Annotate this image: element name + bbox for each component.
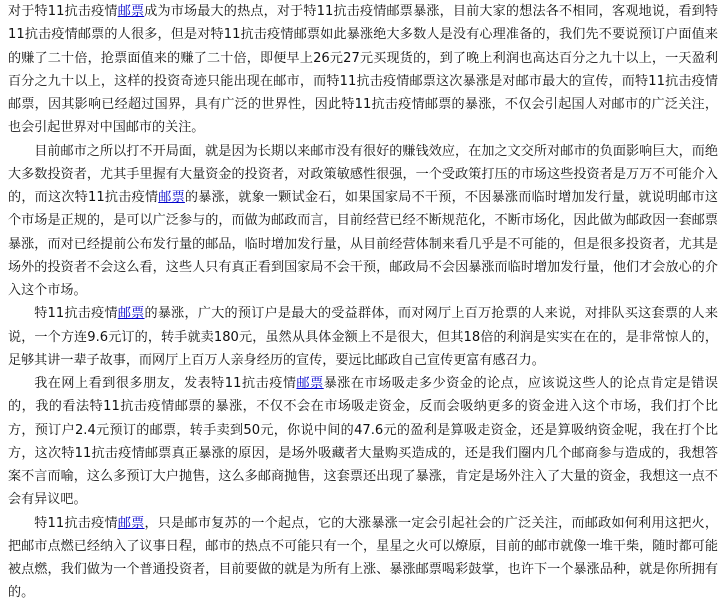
article-paragraph [8,302,718,372]
paragraph-text: 的暴涨，就象一颗试金石，如果国家局不干预，不因暴涨而临时增加发行量，就说明邮市这个市场是正规的，是可以广泛参与的，而做为邮政而言，目前经营已经不断规范化，不断市场化，因此做为邮政因一套邮票暴涨，而对已经提前公布发行量的邮品，临时增加发行量，从目前经营体制来看几乎是不可能的，但是很多投资者，尤其是场外的投资者不会这么看，这些人只有真正看到国家局不会干预，邮政局不会因暴涨而临时增加发行量，他们才会放心的介入这个市场。 [8,190,718,298]
article-paragraph [8,140,718,303]
keyword-link-stamp[interactable]: 邮票 [117,306,145,322]
paragraph-text: 我在网上看到很多朋友，发表特11抗击疫情 [34,376,297,391]
paragraph-text: 对于特11抗击疫情 [8,4,118,19]
keyword-link-stamp[interactable]: 邮票 [117,4,145,19]
keyword-link-stamp[interactable]: 邮票 [117,515,145,531]
article-paragraph [8,372,718,512]
article-paragraph [8,512,718,605]
paragraph-text: ，只是邮市复苏的一个起点，它的大涨暴涨一定会引起社会的广泛关注，而邮政如何利用这把火，把邮市点燃已经纳入了议事日程，邮市的热点不可能只有一个，星星之火可以燎原，目前的邮市就像一堆干柴，随时都可能被点燃，我们做为一个普通投资者，目前要做的就是为所有上涨、暴涨邮票喝彩鼓掌，也许下一个暴涨品种，就是你所拥有的。 [8,515,718,601]
keyword-link-stamp[interactable]: 邮票 [296,376,324,391]
paragraph-text: 目前邮市之所以打不开局面，就是因为长期以来邮市没有很好的赚钱效应，在加之文交所对邮市的负面影响巨大，而绝大多数投资者，尤其手里握有大量资金的投资者，对政策敏感性很强，一个受政策打压的市场这些投资者是万万不可能介入的，而这次特11抗击疫情 [8,143,718,205]
paragraph-text: 成为市场最大的热点，对于特11抗击疫情邮票暴涨，目前大家的想法各不相同，客观地说，看到特11抗击疫情邮票的人很多，但是对特11抗击疫情邮票如此暴涨绝大多数人是没有心理准备的，我们先不要说预订户面值来的赚了二十倍，抢票面值来的赚了二十倍，即便早上26元27元买现货的，到了晚上利润也高达百分之九十以上，一天盈利百分之九十以上，这样的投资奇迹只能出现在邮市，而特11抗击疫情邮票这次暴涨是对邮市最大的宣传，而特11抗击疫情邮票，因其影响已经超过国界，具有广泛的世界性，因此特11抗击疫情邮票的暴涨，不仅会引起国人对邮市的广泛关注，也会引起世界对中国邮市的关注。 [8,4,718,136]
paragraph-text: 特11抗击疫情 [34,306,118,322]
paragraph-text: 特11抗击疫情 [34,515,118,531]
paragraph-text: 暴涨在市场吸走多少资金的论点，应该说这些人的论点肯定是错误的，我的看法特11抗击疫情邮票的暴涨，不仅不会在市场吸走资金，反而会吸纳更多的资金进入这个市场，我们打个比方，预订户2.4元预订的邮票，转手卖到50元，你说中间的47.6元的盈利是算吸走资金，还是算吸纳资金呢，我在打个比方，这次特11抗击疫情邮票真正暴涨的原因，是场外吸藏者大量购买造成的，还是我们圈内几个邮商参与造成的，我想答案不言而喻，这么多预订大户抛售，这么多邮商抛售，这套票还出现了暴涨，肯定是场外注入了大量的资金，我想这一点不会有异议吧。 [8,376,719,508]
paragraph-text: 的暴涨，广大的预订户是最大的受益群体，而对网厅上百万抢票的人来说，对排队买这套票的人来说，一个方连9.6元订的，转手就卖180元，虽然从具体金额上不是很大，但其18倍的利润是实实在在的，是非常惊人的，足够其讲一辈子故事，而网厅上百万人亲身经历的宣传，要远比邮政自己宣传更富有感召力。 [8,306,718,368]
article-paragraph [8,0,718,140]
keyword-link-stamp[interactable]: 邮票 [158,190,185,205]
